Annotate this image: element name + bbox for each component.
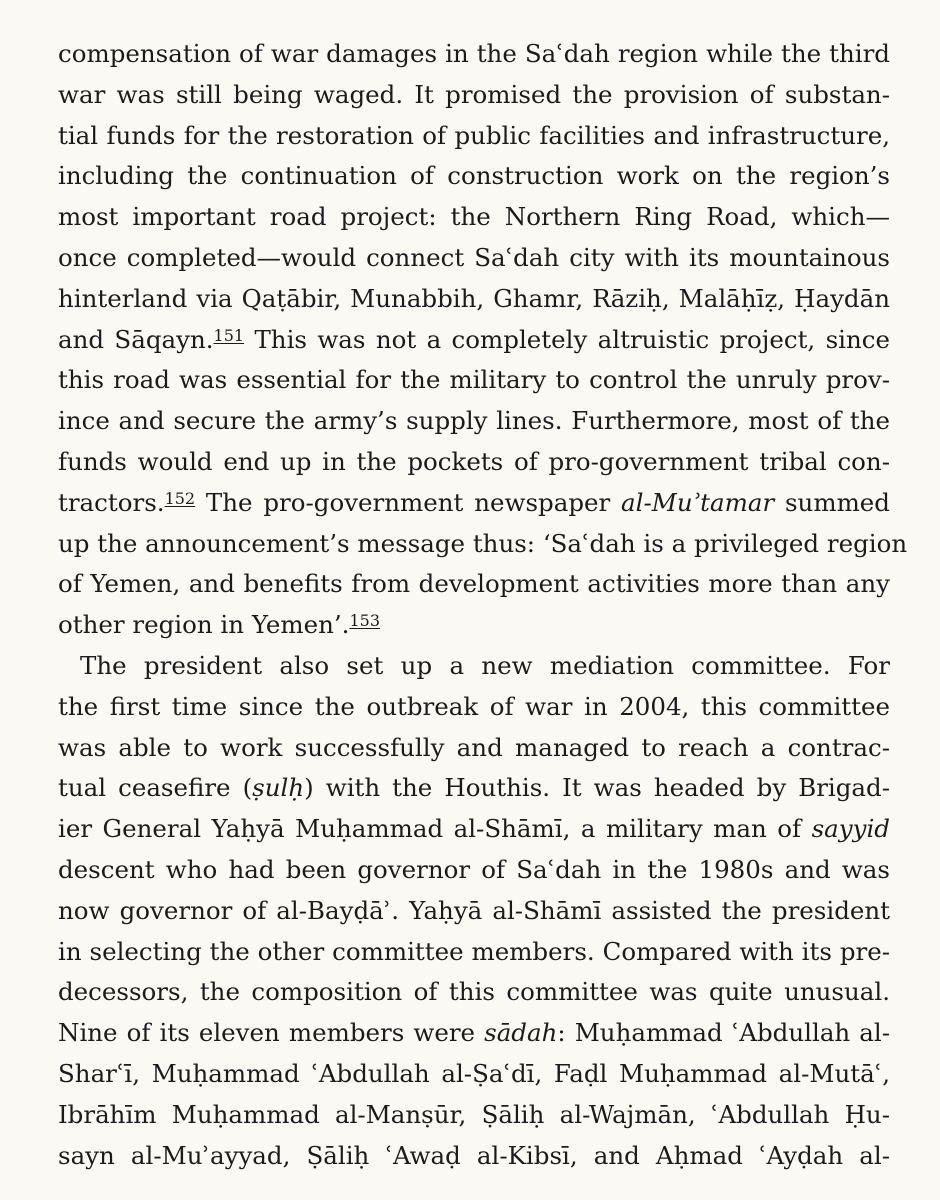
text-run: now governor of al-Bayḍāʾ. Yaḥyā al-Shāmī assisted the president	[58, 895, 890, 925]
text-run: tual ceasefire (	[58, 773, 253, 803]
text-run: The pro-government newspaper	[195, 487, 622, 517]
text-line	[58, 156, 890, 197]
text-line	[58, 605, 890, 646]
paragraph	[58, 34, 908, 646]
text-run: sayn al-Muʾayyad, Ṣāliḥ ʿAwaḍ al-Kibsī, and Aḥmad ʿAyḍah al-	[58, 1140, 890, 1170]
text-run: ince and secure the army’s supply lines. Furthermore, most of the	[58, 406, 890, 436]
text-line	[58, 1013, 890, 1054]
text-run: of Yemen, and benefits from development activities more than any	[58, 569, 890, 599]
text-run: once completed—would connect Saʿdah city with its mountainous	[58, 242, 890, 272]
text-line	[58, 279, 890, 320]
italic-term: al-Muʾtamar	[621, 487, 775, 517]
text-run: decessors, the composition of this committee was quite unusual.	[58, 977, 890, 1007]
text-run: Ibrāhīm Muḥammad al-Manṣūr, Ṣāliḥ al-Wajmān, ʿAbdullah Ḥu-	[58, 1099, 890, 1129]
text-line	[58, 197, 890, 238]
footnote-ref: 152	[164, 488, 196, 508]
text-line	[58, 75, 890, 116]
text-run: this road was essential for the military to control the unruly prov-	[58, 365, 890, 395]
text-run: descent who had been governor of Saʿdah in the 1980s and was	[58, 854, 890, 884]
text-line	[58, 238, 890, 279]
text-run: and Sāqayn.	[58, 324, 214, 354]
text-run: war was still being waged. It promised the provision of substan-	[58, 79, 890, 109]
text-run: in selecting the other committee members. Compared with its pre-	[58, 936, 890, 966]
text-line	[58, 809, 890, 850]
text-line	[58, 850, 890, 891]
text-line	[58, 728, 890, 769]
text-run: most important road project: the Northern Ring Road, which—	[58, 202, 890, 232]
text-run: : Muḥammad ʿAbdullah al-	[557, 1018, 890, 1048]
text-run: Sharʿī, Muḥammad ʿAbdullah al-Ṣaʿdī, Faḍl Muḥammad al-Mutāʿ,	[58, 1058, 890, 1088]
text-line	[58, 932, 890, 973]
text-run: ier General Yaḥyā Muḥammad al-Shāmī, a military man of	[58, 814, 812, 844]
footnote-ref: 153	[349, 611, 380, 631]
text-line	[58, 687, 890, 728]
body-text	[58, 34, 908, 1176]
text-run: up the announcement’s message thus: ‘Saʿdah is a privileged region	[58, 528, 908, 558]
text-line	[58, 1136, 890, 1177]
text-line	[58, 564, 890, 605]
italic-term: sayyid	[811, 814, 890, 844]
text-line	[58, 1054, 890, 1095]
text-line	[58, 442, 890, 483]
text-line	[58, 360, 890, 401]
text-line	[58, 483, 890, 524]
paragraph	[58, 646, 890, 1176]
text-run: ) with the Houthis. It was headed by Brigad-	[304, 773, 890, 803]
text-run: compensation of war damages in the Saʿdah region while the third	[58, 39, 890, 68]
text-line	[58, 972, 890, 1013]
text-run: hinterland via Qaṭābir, Munabbih, Ghamr, Rāziḥ, Malāḥīẓ, Ḥaydān	[58, 283, 890, 313]
text-run: summed	[774, 487, 890, 517]
italic-term: ṣulḥ	[252, 773, 305, 803]
text-line	[58, 34, 890, 75]
text-run: funds would end up in the pockets of pro-government tribal con-	[58, 446, 890, 476]
italic-term: sādah	[484, 1018, 558, 1048]
text-run: including the continuation of construction work on the region’s	[58, 161, 890, 191]
text-run: was able to work successfully and managed to reach a contrac-	[58, 732, 890, 762]
text-line	[58, 1095, 890, 1136]
text-line	[58, 524, 908, 565]
text-line	[58, 401, 890, 442]
text-run: the first time since the outbreak of war in 2004, this committee	[58, 691, 890, 721]
text-run: This was not a completely altruistic project, since	[244, 324, 890, 354]
text-run: tractors.	[58, 487, 165, 517]
text-run: The president also set up a new mediation committee. For	[80, 650, 890, 680]
text-line	[58, 116, 890, 157]
text-run: Nine of its eleven members were	[58, 1018, 485, 1048]
text-run: tial funds for the restoration of public facilities and infrastructure,	[58, 120, 890, 150]
text-run: other region in Yemen’.	[58, 610, 350, 640]
text-line	[58, 768, 890, 809]
footnote-ref: 151	[213, 325, 245, 345]
text-line	[58, 646, 890, 687]
text-line	[58, 891, 890, 932]
text-line	[58, 320, 890, 361]
